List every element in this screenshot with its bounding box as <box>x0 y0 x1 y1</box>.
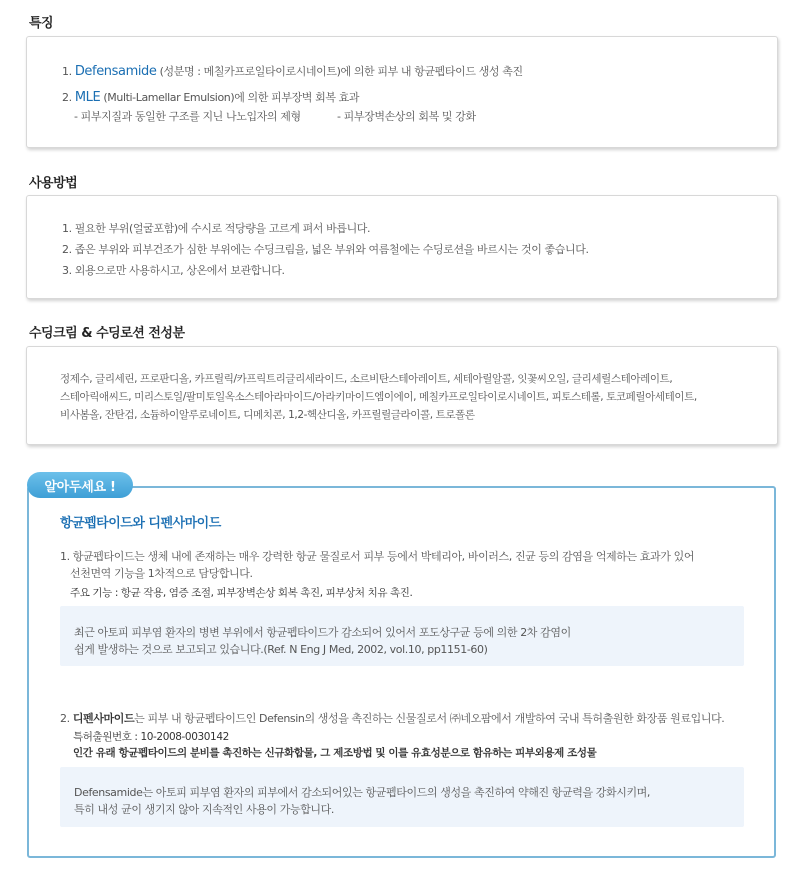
feature-item-1-term: Defensamide <box>74 64 157 79</box>
feature-item-2 <box>62 89 359 105</box>
feature-item-1-text: (성분명 : 메칠카프로일타이로시네이트)에 의한 피부 내 항균펩타이드 생성 촉진 <box>156 65 523 78</box>
usage-line-3: 3. 외용으로만 사용하시고, 상온에서 보관합니다. <box>62 264 285 277</box>
feature-item-1 <box>62 63 523 79</box>
infobox-2-line1: Defensamide는 아토피 피부염 환자의 피부에서 감소되어있는 항균펩타이드의 생성을 촉진하여 약해진 항균력을 강화시키며, <box>74 786 650 799</box>
infobox-1-line1: 최근 아토피 피부염 환자의 병변 부위에서 항균펩타이드가 감소되어 있어서 포도상구균 등에 의한 2차 감염이 <box>74 626 571 639</box>
notice-title: 항균펩타이드와 디펜사마이드 <box>60 516 221 531</box>
notice-p2-term: 디펜사마이드 <box>72 712 135 725</box>
notice-p2-line <box>60 710 724 726</box>
infobox-2-line2: 특히 내성 균이 생기지 않아 지속적인 사용이 가능합니다. <box>74 803 334 816</box>
ingredients-line-3: 비사봄올, 잔탄검, 소듐하이알루로네이트, 디메치콘, 1,2-헥산디올, 카프릴릴글라이콜, 트로폴론 <box>60 409 475 421</box>
feature-item-1-num: 1. <box>62 65 72 78</box>
notice-infobox-1 <box>60 606 744 666</box>
notice-p2-num: 2. <box>60 712 70 725</box>
infobox-1-line2: 쉽게 발생하는 것으로 보고되고 있습니다.(Ref. N Eng J Med, 2002, vol.10, pp1151-60) <box>74 643 488 656</box>
notice-tab: 알아두세요 ! <box>27 472 133 498</box>
usage-box <box>26 195 778 299</box>
usage-title: 사용방법 <box>29 176 78 191</box>
ingredients-title: 수딩크림 & 수딩로션 전성분 <box>29 326 185 341</box>
notice-infobox-2 <box>60 767 744 827</box>
notice-p1-line2: 선천면역 기능을 1차적으로 담당합니다. <box>70 567 253 580</box>
notice-p2-patent: 특허출원번호 : 10-2008-0030142 <box>73 731 229 743</box>
features-box <box>26 36 778 148</box>
feature-sub-b: - 피부장벽손상의 회복 및 강화 <box>337 110 476 123</box>
feature-sub-a: - 피부지질과 동일한 구조를 지닌 나노입자의 제형 <box>74 110 301 123</box>
notice-p2-desc: 인간 유래 항균펩타이드의 분비를 촉진하는 신규화합물, 그 제조방법 및 이를 유효성분으로 함유하는 피부외용제 조성물 <box>73 747 597 759</box>
feature-item-2-text: (Multi-Lamellar Emulsion)에 의한 피부장벽 회복 효과 <box>100 91 360 104</box>
notice-p1-line1: 1. 항균펩타이드는 생체 내에 존재하는 매우 강력한 항균 물질로서 피부 등에서 박테리아, 바이러스, 진균 등의 감염을 억제하는 효과가 있어 <box>60 550 695 563</box>
usage-line-1: 1. 필요한 부위(얼굴포함)에 수시로 적당량을 고르게 펴서 바릅니다. <box>62 222 371 235</box>
feature-item-2-num: 2. <box>62 91 72 104</box>
features-title: 특징 <box>29 16 54 31</box>
usage-line-2: 2. 좁은 부위와 피부건조가 심한 부위에는 수딩크림을, 넓은 부위와 여름철에는 수딩로션을 바르시는 것이 좋습니다. <box>62 243 589 256</box>
notice-p2-text: 는 피부 내 항균펩타이드인 Defensin의 생성을 촉진하는 신물질로서 ㈜네오팜에서 개발하여 국내 특허출원한 화장품 원료입니다. <box>134 712 725 725</box>
feature-item-2-term: MLE <box>74 90 101 105</box>
ingredients-line-1: 정제수, 글리세린, 프로판디올, 카프릴릭/카프릭트리글리세라이드, 소르비탄스테아레이트, 세테아릴알콜, 잇꽃씨오일, 글리세릴스테아레이트, <box>60 373 673 385</box>
ingredients-box <box>26 346 778 445</box>
ingredients-line-2: 스테아릭애씨드, 미리스토일/팔미토일옥소스테아라마이드/아라키마이드엠이에이, 메칠카프로일타이로시네이트, 피토스테롤, 토코페릴아세테이트, <box>60 391 697 403</box>
notice-p1-func: 주요 기능 : 항균 작용, 염증 조절, 피부장벽손상 회복 촉진, 피부상처 치유 촉진. <box>70 587 413 599</box>
